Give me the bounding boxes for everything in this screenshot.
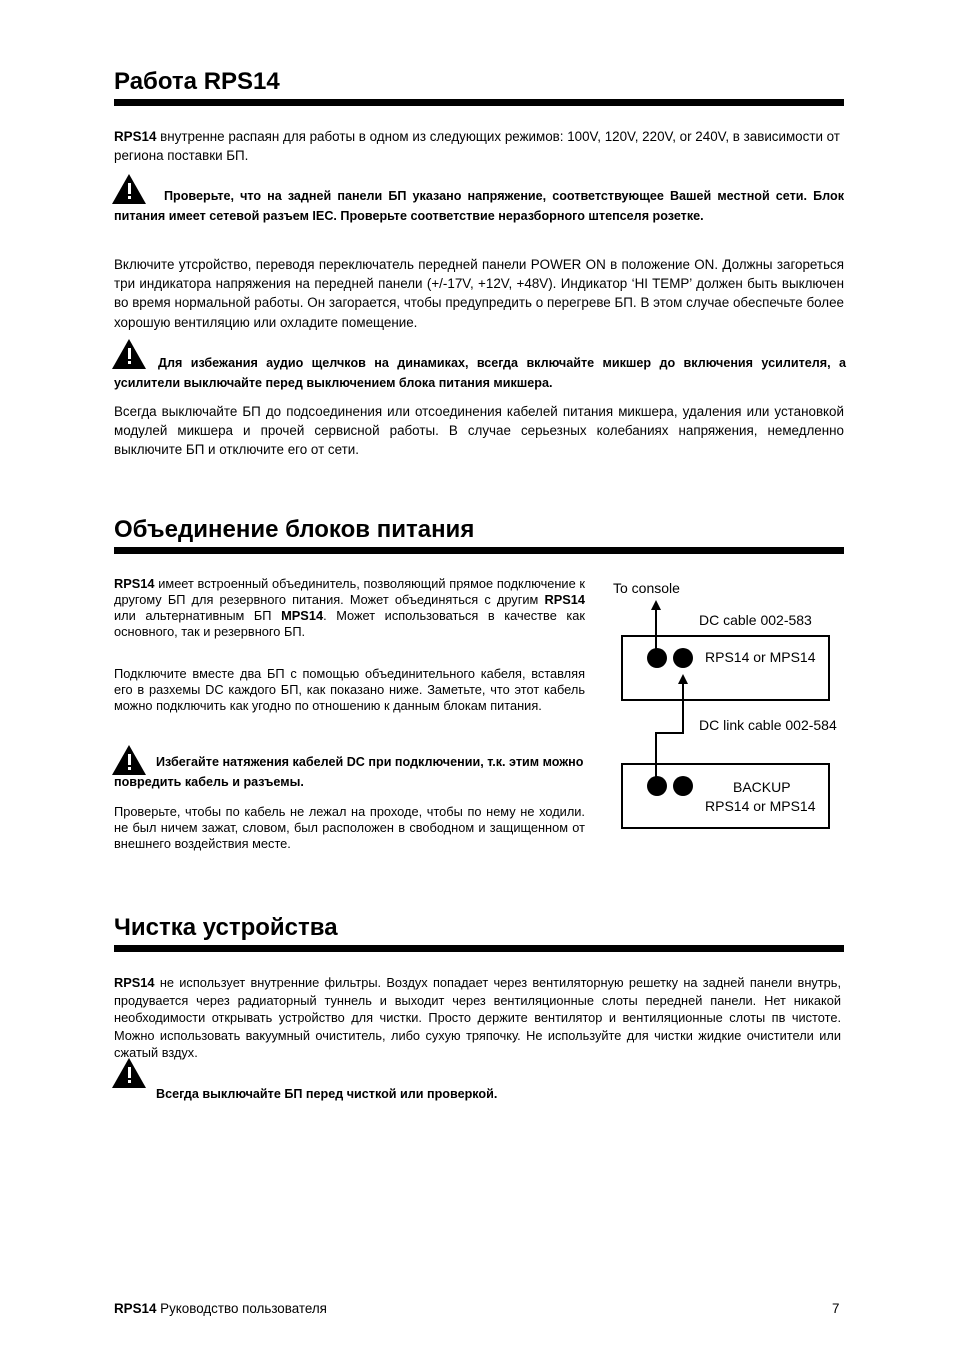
paragraph: RPS14 внутренне распаян для работы в одном из следующих режимов: 100V, 120V, 220V, or 240V, в зависимости от региона поставки БП.	[114, 129, 840, 164]
unit-box-backup	[621, 763, 830, 829]
warning-text: Для избежания аудио щелчков на динамиках, всегда включайте микшер до включения усилителя, а усилители выключайте перед выключением блока питания микшера.	[114, 356, 846, 390]
connector-dot	[673, 776, 693, 796]
unit2-label-line1: BACKUP	[733, 779, 791, 795]
dc-link-cable-label: DC link cable 002-584	[699, 717, 837, 733]
connector-dot	[647, 776, 667, 796]
warning-text: Проверьте, что на задней панели БП указано напряжение, соответствующее Вашей местной сети. Блок питания имеет сетевой разъем IEC. Проверьте соответствие неразборного штепселя розетке.	[114, 189, 844, 223]
section-rule	[114, 547, 844, 554]
paragraph: RPS14 не использует внутренние фильтры. Воздух попадает через вентиляторную решетку на задней панели внутрь, продувается через радиаторный туннель и выходит через вентиляционные слоты передней панели. Нет никакой необходимости открывать устройство для чистки. Просто держите вентилятор и вентиляционные слоты пв чистоте. Можно использовать вакуумный очиститель, либо сухую тряпочку. Не используйте для чистки жидкие очистители или сжатый вздух.	[114, 975, 841, 1061]
warning-icon	[112, 1058, 146, 1088]
page-number: 7	[832, 1301, 840, 1316]
paragraph: Проверьте, чтобы по кабель не лежал на проходе, чтобы по нему не ходили. не был ничем зажат, словом, был расположен в свободном и защищенном от внешнего воздействия месте.	[114, 804, 585, 851]
connector-dot	[647, 648, 667, 668]
warning-text: Избегайте натяжения кабелей DC при подключении, т.к. этим можно повредить кабель и разъемы.	[114, 755, 584, 789]
section-rule	[114, 945, 844, 952]
footer-title: RPS14 Руководство пользователя	[114, 1301, 327, 1316]
section-title-cleaning: Чистка устройства	[114, 914, 338, 941]
paragraph: Всегда выключайте БП до подсоединения или отсоединения кабелей питания микшера, удаления или установкой модулей микшера и прочей сервисной работы. В случае серьезных колебаниях напряжения, немедленно выключите БП и отключите его от сети.	[114, 404, 844, 458]
dc-cable-label: DC cable 002-583	[699, 612, 812, 628]
section-title-operation: Работа RPS14	[114, 68, 280, 95]
link-cable-line	[682, 683, 684, 733]
unit1-label: RPS14 or MPS14	[705, 649, 816, 665]
paragraph: RPS14 имеет встроенный объединитель, позволяющий прямое подключение к другому БП для резервного питания. Может объединяться с другим RPS14 или альтернативным БП MPS14. Может использоваться в качестве как основного, так и резервного БП.	[114, 576, 585, 639]
warning-text: Всегда выключайте БП перед чисткой или проверкой.	[156, 1087, 498, 1101]
section-title-linking: Объединение блоков питания	[114, 516, 475, 543]
link-cable-line	[655, 732, 684, 734]
connector-dot	[673, 648, 693, 668]
to-console-label: To console	[613, 580, 680, 596]
unit-box-primary	[621, 635, 830, 701]
paragraph: Подключите вместе два БП с помощью объединительного кабеля, вставляя его в разхемы DC каждого БП, как показано ниже. Заметьте, что этот кабель можно подключить как угодно по отношению к данным блокам питания.	[114, 666, 585, 713]
paragraph: Включите утсройство, переводя переключатель передней панели POWER ON в положение ON. Должны загореться три индикатора напряжения на передней панели (+/-17V, +12V, +48V). Индикатор ‘HI TEMP’ должен быть выключен во время нормальной работы. Он загорается, чтобы предупредить о перегреве БП. В этом случае обеспечьте более хорошую вентиляцию или охладите помещение.	[114, 257, 844, 330]
section-rule	[114, 99, 844, 106]
unit2-label-line2: RPS14 or MPS14	[705, 798, 816, 814]
